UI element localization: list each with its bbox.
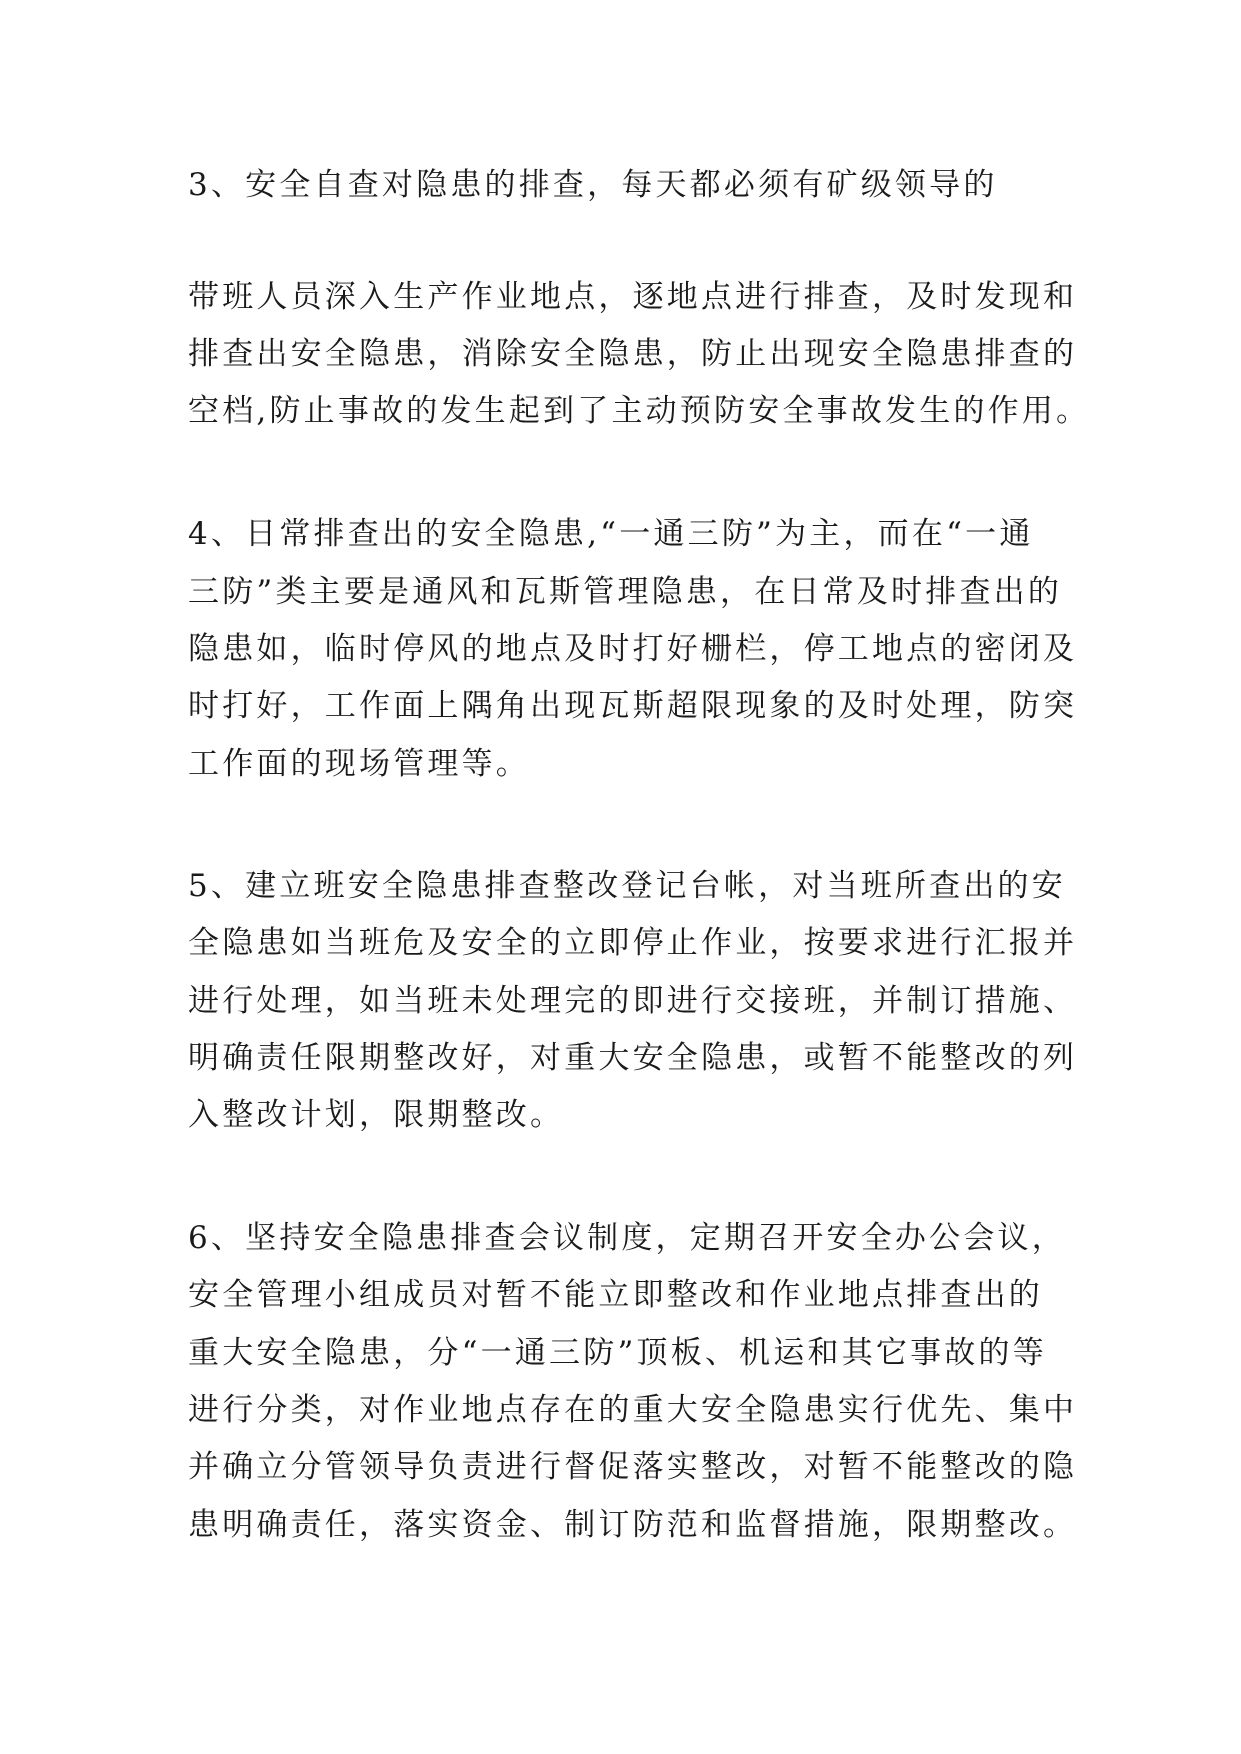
- paragraph-4-line-1: 5、建立班安全隐患排查整改登记台帐，对当班所查出的安: [188, 868, 1066, 904]
- paragraph-2-line-2: 排查出安全隐患，消除安全隐患，防止出现安全隐患排查的: [188, 336, 1078, 372]
- paragraph-3-line-4: 时打好，工作面上隅角出现瓦斯超限现象的及时处理，防突: [188, 688, 1078, 724]
- paragraph-4-line-5: 入整改计划，限期整改。: [188, 1097, 565, 1133]
- paragraph-4-line-4: 明确责任限期整改好，对重大安全隐患，或暂不能整改的列: [188, 1040, 1078, 1076]
- paragraph-5-line-3: 重大安全隐患，分“一通三防”顶板、机运和其它事故的等: [188, 1335, 1047, 1371]
- paragraph-2-line-3: 空档,防止事故的发生起到了主动预防安全事故发生的作用。: [188, 393, 1091, 429]
- paragraph-5-line-2: 安全管理小组成员对暂不能立即整改和作业地点排查出的: [188, 1277, 1043, 1313]
- paragraph-2-line-1: 带班人员深入生产作业地点，逐地点进行排查，及时发现和: [188, 279, 1078, 315]
- paragraph-3-line-3: 隐患如，临时停风的地点及时打好栅栏，停工地点的密闭及: [188, 631, 1078, 667]
- paragraph-5-line-4: 进行分类，对作业地点存在的重大安全隐患实行优先、集中: [188, 1392, 1078, 1428]
- paragraph-5-line-1: 6、坚持安全隐患排查会议制度，定期召开安全办公会议，: [188, 1220, 1066, 1256]
- paragraph-3-line-5: 工作面的现场管理等。: [188, 746, 530, 782]
- paragraph-5-line-5: 并确立分管领导负责进行督促落实整改，对暂不能整改的隐: [188, 1449, 1078, 1485]
- paragraph-4-line-2: 全隐患如当班危及安全的立即停止作业，按要求进行汇报并: [188, 925, 1078, 961]
- paragraph-3-line-1: 4、日常排查出的安全隐患,“一通三防”为主，而在“一通: [188, 516, 1034, 552]
- paragraph-4-line-3: 进行处理，如当班未处理完的即进行交接班，并制订措施、: [188, 983, 1078, 1019]
- paragraph-1-line-1: 3、安全自查对隐患的排查，每天都必须有矿级领导的: [188, 167, 998, 203]
- paragraph-5-line-6: 患明确责任，落实资金、制订防范和监督措施，限期整改。: [188, 1507, 1078, 1543]
- paragraph-3-line-2: 三防”类主要是通风和瓦斯管理隐患，在日常及时排查出的: [188, 574, 1063, 610]
